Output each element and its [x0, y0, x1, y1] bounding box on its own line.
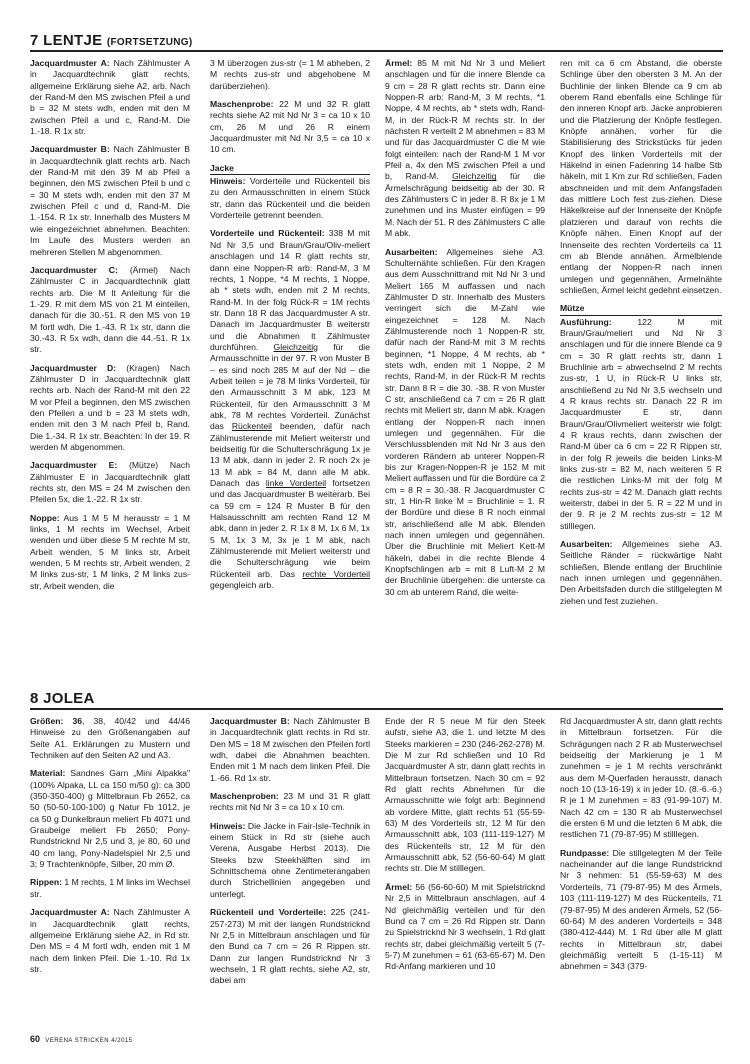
paragraph: Größen: 36, 38, 40/42 und 44/46 Hinweise zu den Größenangaben auf Seite A1. Erklärungen zu Mustern und Techniken auf den Seiten A2 und A3. — [30, 716, 190, 761]
jolea-column-3 — [385, 716, 545, 980]
paragraph: Ende der R 5 neue M für den Steek aufstr, siehe A3, die 1. und letzte M des Steeks markieren = 230 (246-262-278) M. Die M zur Rd schließen und 10 Rd Jacquardmuster A str, dann glatt rechts in Mittelbraun fortsetzen. Nach 30 cm = 92 Rd glatt rechts Abnehmen für die Armausschnitte wie folgt arb: Beginnend ab vordere Mitte, glatt rechts 51 (55-59-63) M des Vorderteils str, 12 M für den Armausschnitt abk, 103 (111-119-127) M des Rückenteils str, 12 M für den Armausschnitt abk, 52 (56-60-64) M glatt rechts str. Die M stilllegen. — [385, 716, 545, 874]
subheading-jacke: Jacke — [210, 163, 370, 175]
jolea-column-1 — [30, 716, 190, 982]
lentje-column-3 — [385, 58, 545, 605]
paragraph: Vorderteile und Rückenteil: 338 M mit Nd Nr 3,5 und Braun/Grau/Oliv-meliert anschlagen und 14 R glatt rechts str, dann eine Noppen-R arb: Rand-M, 3 M rechts, 1 Noppe, *4 M rechts, 1 Noppe, ab * stets wdh, enden mit 2 M rechts, Rand-M. In der folg Rück-R = 1M rechts str. Dann 18 R das Jacquardmuster A str. Danach im Jacquardmuster B weiterstr und die Abnahmen lt Zählmuster durchführen. Gleichzeitig für die Armausschnitte in der 97. R von Muster B – es sind noch 285 M auf der Nd – die Arbeit teilen = je 78 M links Vorderteil, für den Armausschnitt 3 M abk, 123 M Rückenteil, für den Armausschnitt 3 M abk, 78 M rechtes Vorderteil. Zunächst das Rückenteil beenden, dafür nach Zählmusterende mit Meliert weiterstr und beidseitig für die Schulterschrägung 1x je 13 M abk, dann in jeder 2. R noch 2x je 13 M abk = 84 M, dann alle M abk. Danach das linke Vorderteil fortsetzen und das Jacquardmuster B weiterarb. Bei ca 59 cm = 124 R Muster B für den Halsausschnitt am rechten Rand 12 M abk, dann in jeder 2. R 1x 8 M, 1x 6 M, 1x 5 M, 1x 3 M, 3x je 1 M abk, nach Zählmusterende mit Meliert weiterstr und die Schulterschrägung wie beim Rückenteil arb. Das rechte Vorderteil gegengleich arb. — [210, 228, 370, 591]
paragraph: Jacquardmuster E: (Mütze) Nach Zählmuster E in Jacquardtechnik glatt rechts str, den MS = 24 M zwischen den Pfeilen 5x, die 1.-22. R 1x str. — [30, 460, 190, 505]
paragraph: Jacquardmuster D: (Kragen) Nach Zählmuster D in Jacquardtechnik glatt rechts arb. Nach der Rand-M mit den 22 M vor Pfeil a beginnen, den MS zwischen den Pfeilen a und b = 23 M stets wdh, enden mit den 3 M nach Pfeil b, Rand. Die 1.-34. R 1x str. Beachten: In der 19. R werden M abgenommen. — [30, 362, 190, 452]
lentje-column-2 — [210, 58, 370, 598]
paragraph: Jacquardmuster A: Nach Zählmuster A in Jacquardtechnik glatt rechts, allgemeine Erklärung siehe A2, arb. Nach der Rand-M den MS zwischen Pfeil a und b = 32 M stets wdh, enden mit den M zwischen Pfeil a und c, Rand-M. Die 1.-18. R 1x str. — [30, 58, 190, 137]
paragraph: Jacquardmuster B: Nach Zählmuster B in Jacquardtechnik glatt rechts in Rd str. Den MS = 18 M zwischen den Pfeilen fortl wdh, dabei die Abnahmen beachten. Enden mit 1 M nach dem linken Pfeil. Die 1.-66. Rd 1x str. — [210, 716, 370, 783]
paragraph: Ärmel: 85 M mit Nd Nr 3 und Meliert anschlagen und für die innere Blende ca 9 cm = 28 R glatt rechts str. Dann eine Noppen-R arb: Rand-M, 3 M rechts, *1 Noppe, 4 M rechts, ab * stets wdh, Rand-M, in der Rück-R M rechts str. In der nächsten R verteilt 2 M abnehmen = 83 M und für das Jacquardmuster C die M wie folgt einteilen: nach der Rand-M 1 M vor Pfeil a, 4x den MS zwischen Pfeil a und b, Rand-M. Gleichzeitig für die Ärmelschrägung beidseitig ab der 30. R des Zählmusters C in jeder 8. R 8x je 1 M zunehmen und ins Muster einfügen = 99 M. Nach der 51. R des Zählmusters C alle M abk. — [385, 58, 545, 239]
paragraph: Hinweis: Die Jacke in Fair-Isle-Technik in einem Stück in Rd str (siehe auch Verena, Ausgabe Herbst 2013). Die Steeks bzw Steekhälften sind im Schnittschema ohne Zentimeterangaben durch Strichellinien angegeben und unterlegt. — [210, 820, 370, 899]
paragraph: Jacquardmuster B: Nach Zählmuster B in Jacquardtechnik glatt rechts arb. Nach der Rand-M mit den 39 M ab Pfeil a beginnen, den MS zwischen Pfeil b und c = 30 M stets wdh, enden mit den 37 M zwischen Pfeil c und d, Rand-M. Die 1.-154. R 1x str. Innerhalb des Musters M wie eingezeichnet abnehmen. Beachten: Im Laufe des Musters werden an mehreren Stellen M abgenommen. — [30, 144, 190, 257]
paragraph: Rückenteil und Vorderteile: 225 (241-257-273) M mit der langen Rundstricknd Nr 2,5 in Mittelbraun anschlagen und für den Bund ca 7 cm = 26 R Rippen str. Dann zur langen Rundstricknd Nr 3 wechseln, 1 R glatt rechts, siehe A2, str, dabei am — [210, 907, 370, 986]
magazine-name: VERENA STRICKEN 4/2015 — [45, 1038, 133, 1044]
section-title-lentje — [30, 32, 192, 49]
paragraph: Ausarbeiten: Allgemeines siehe A3. Seitliche Ränder = rückwärtige Naht schließen, Blende entlang der Bruchlinie nach innen umlegen und gegennähen. Den Arbeitsfaden durch die stillgelegten M ziehen und fest zuziehen. — [560, 539, 722, 606]
paragraph: Rippen: 1 M rechts, 1 M links im Wechsel str. — [30, 877, 190, 899]
page-number: 60 — [30, 1034, 41, 1044]
paragraph: Rd Jacquardmuster A str, dann glatt rechts in Mittelbraun fortsetzen. Für die Schrägungen nach 2 R ab Musterwechsel beidseitig der Markierung je 1 M zunehmen = je 1 M rechts verschränkt aus dem M-Querfaden herausstr, danach noch 10 (13-16-19) x in jeder 10. (8.-6.-6.) R je 1 M zunehmen = 83 (91-99-107) M. Nach 42 cm = 130 R ab Musterwechsel die ersten 6 M und die letzten 6 M abk, die restlichen 71 (79-87-95) M stilllegen. — [560, 716, 722, 840]
paragraph: Maschenproben: 23 M und 31 R glatt rechts mit Nd Nr 3 = ca 10 x 10 cm. — [210, 791, 370, 813]
paragraph: ren mit ca 6 cm Abstand, die oberste Schlinge über den obersten 3 M. An der Buchlinie der linken Blende ca 9 cm ab oberem Rand ebenfalls eine Schlinge für den inneren Knopf arb. Jacke anprobieren und die Platzierung der Knöpfe festlegen. Knöpfe annähen, vorher für die Stabilisierung des Strickstücks für jeden Knopf des linken Vorderteils mit der Häkelnd in einen Fadenring 14 halbe Stb häkeln, mit 1 Km zur Rd schließen, Faden abschneiden und mit dem Anfangsfaden das mittlere Loch fest zus-ziehen. Diese Häkelkreise auf der Innenseite der Knöpfe platzieren und darauf von rechts die Knöpfe nähen. Einen Knopf auf der Innenseite des rechten Vorderteils ca 11 cm ab Blende annähen. Ärmelblende entlang der Noppen-R nach innen umlegen und gegennähen, Ärmelnähte schließen, Ärmel leicht gedehnt einsetzen. — [560, 58, 722, 295]
paragraph: 3 M überzogen zus-str (= 1 M abheben, 2 M rechts zus-str und abgehobene M darüberziehen). — [210, 58, 370, 91]
section-title-text: 7 LENTJE — [30, 32, 103, 49]
paragraph: Ärmel: 56 (56-60-60) M mit Spielstricknd Nr 2,5 in Mittelbraun anschlagen, auf 4 Nd gleichmäßig verteilen und für den Bund ca 7 cm = 26 Rd Rippen str. Dann zu Spielstricknd Nr 3 wechseln, 1 Rd glatt rechts str, dabei gleichmäßig verteilt 5 (7-5-7) M zunehmen = 61 (63-65-67) M. Den Rd-Anfang markieren und 10 — [385, 881, 545, 972]
section-divider — [30, 50, 723, 52]
paragraph: Maschenprobe: 22 M und 32 R glatt rechts siehe A2 mit Nd Nr 3 = ca 10 x 10 cm, 26 M und 26 R einem Jacquardmuster mit Nd Nr 3,5 = ca 10 x 10 cm. — [210, 99, 370, 155]
paragraph: Hinweis: Vorderteile und Rückenteil bis zu den Armausschnitten in einem Stück str, dann das Rückenteil und die beiden Vorderteile getrennt beenden. — [210, 176, 370, 221]
page-footer — [30, 1034, 133, 1044]
lentje-column-4 — [560, 58, 722, 614]
subheading-muetze: Mütze — [560, 303, 722, 315]
jolea-column-2 — [210, 716, 370, 994]
section-title-text: 8 JOLEA — [30, 690, 95, 707]
paragraph: Jacquardmuster A: Nach Zählmuster A in Jacquardtechnik glatt rechts, allgemeine Erklärung siehe A2, in Rd str. Den MS = 4 M fortl wdh, enden mit 1 M nach dem linken Pfeil. Die 1.-10. Rd 1x str. — [30, 907, 190, 974]
paragraph: Material: Sandnes Garn „Mini Alpakka" (100% Alpaka, LL ca 150 m/50 g): ca 300 (350-350-400) g Mittelbraun Fb 2652, ca 50 (50-50-100-100) g Natur Fb 1012, je ca 50 g Dunkelbraun meliert Fb 4071 und Graubeige meliert Fb 2650; Pony-Rundstricknd Nr 2,5 und 3, je 80, 60 und 40 cm lang, Pony-Nadelspiel Nr 2,5 und 3; 9 Trachtenknöpfe, Silber, 20 mm Ø. — [30, 768, 190, 870]
paragraph: Ausarbeiten: Allgemeines siehe A3. Schulternähte schließen. Für den Kragen aus dem Ausschnittrand mit Nd Nr 3 und Meliert 165 M auffassen und nach Zählmuster D str. Innerhalb des Musters verringert sich die M-Zahl wie eingezeichnet = 128 M. Nach Zählmusterende noch 1 Noppen-R str, dafür nach der Rand-M mit 3 M rechts beginnen, *1 Noppe, 4 M rechts, ab * stets wdh, enden mit 1 Noppe, 2 M rechts, Rand-M, in der Rück-R M rechts str. Dann 8 R = die 30. -38. R von Muster C str, anschließend ca 7 cm = 26 R glatt rechts mit Meliert str, dann M abk. Kragen entlang der Noppen-R nach innen umlegen und gegennähen. Für die Verschlussblenden mit Nd Nr 3 aus den vorderen Rändern ab unterer Noppen-R bis zur Kragen-Noppen-R je 152 M mit Meliert auffassen und für die Bordüre ca 2 cm = 8 R = 30.-38. R Jacquardmuster C str, 1 Hin-R linke M = Bruchlinie = 1. R der Bordüre und diese 8 R noch einmal str, anschließend alle M abk. Blenden nach innen umlegen und gegennähen. Über die Bruchlinie mit Meliert Kett-M häkeln, dabei in die rechte Blende 4 Knopfschlingen arb = mit 8 Luft-M 2 M der Bruchlinie übergehen: die unterste ca 30 cm ab unterem Rand, die weite- — [385, 246, 545, 597]
paragraph: Noppe: Aus 1 M 5 M herausstr = 1 M links, 1 M rechts im Wechsel, Arbeit wenden und über diese 5 M rechte M str, Arbeit wenden, 5 M links str, Arbeit wenden, 5 M rechts str, Arbeit wenden, 2 M links zus-str, 1 M links, 2 M links zus-str, Arbeit wenden, die — [30, 512, 190, 591]
paragraph: Ausführung: 122 M mit Braun/Grau/meliert und Nd Nr 3 anschlagen und für die innere Blende ca 9 cm = 30 R glatt rechts str, dann 1 Bruchlinie arb = abwechselnd 2 M rechts zus-str, 1 U, in Rück-R U links str, anschließend zu Nd Nr 3,5 wechseln und 4 R kraus rechts str. Danach 22 R im Jacquardmuster E str, dann Braun/Grau/Olivmeliert weiterstr wie folgt: 4 R kraus rechts, dann zwischen der Rand-M über ca 6 cm = 22 R Rippen str, in der folg R jeweils die beiden Links-M links zus-str = 82 M, nach weiteren 5 R die restlichen Links-M mit der folg M rechts zus-str = 42 M. Danach glatt rechts weiterstr, dabei in der 5. R = 22 M und in der 9. R je 2 M rechts zus-str = 12 M stilllegen. — [560, 316, 722, 531]
paragraph: Rundpasse: Die stillgelegten M der Teile nacheinander auf die lange Rundstricknd Nr 3 nehmen: 51 (55-59-63) M des Vorderteils, 71 (79-87-95) M des Ärmels, 103 (111-119-127) M des Rückenteils, 71 (79-87-95) M des anderen Ärmels, 52 (56-60-64) M des anderen Vorderteils = 348 (380-412-444) M. 1 Rd über alle M glatt rechts in Mittelbraun str, dabei gleichmäßig verteilt 5 (1-15-11) M abnehmen = 343 (379- — [560, 847, 722, 972]
lentje-column-1 — [30, 58, 190, 599]
jolea-column-4 — [560, 716, 722, 980]
section-divider — [30, 708, 723, 710]
paragraph: Jacquardmuster C: (Ärmel) Nach Zählmuster C in Jacquardtechnik glatt rechts arb. Die M lt Anleitung für die 1.-29. R mit dem MS von 21 M einteilen, danach für die 30.-51. R den MS von 19 M fortl wdh. Die 1.-43. R 1x str, dann die 30.-43. R 5x wdh, dann die 44.-51. R 1x str. — [30, 264, 190, 355]
section-title-jolea — [30, 690, 95, 707]
section-subtitle: (FORTSETZUNG) — [106, 37, 193, 48]
